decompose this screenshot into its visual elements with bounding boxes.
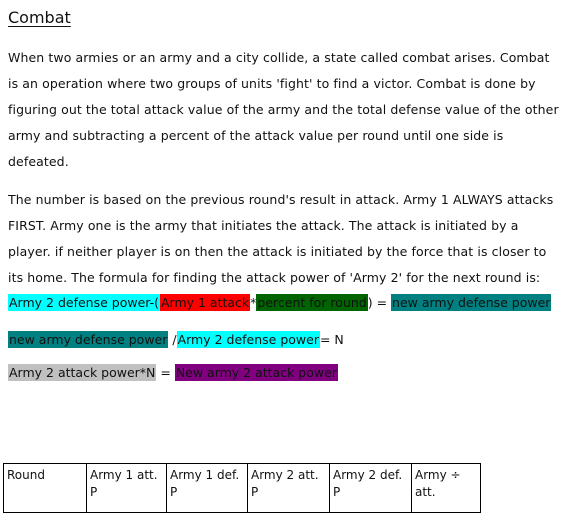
table-header-cell: Army ÷ att.: [412, 464, 481, 513]
equals-sign-2: =: [156, 365, 175, 380]
table-header-cell: Army 1 def. P: [167, 464, 248, 513]
n-result: = N: [319, 332, 344, 347]
percent-for-round-term: percent for round: [257, 295, 367, 310]
table-header-cell: Army 1 att. P: [87, 464, 167, 513]
new-attack-result: New army 2 attack power: [175, 365, 337, 380]
table-header-row: [4, 464, 481, 513]
round-table: [3, 463, 481, 513]
ratio-formula: [8, 328, 560, 351]
attack-formula: [8, 361, 560, 384]
multiply-sign: *: [250, 295, 257, 310]
army1-attack-term: Army 1 attack: [160, 295, 250, 310]
table-header-cell: Army 2 att. P: [248, 464, 330, 513]
table-header-cell: Round: [4, 464, 87, 513]
army2-attack-term: Army 2 attack power*N: [9, 365, 156, 380]
table-header-cell: Army 2 def. P: [330, 464, 412, 513]
formula-intro-paragraph: The number is based on the previous round's result in attack. Army 1 ALWAYS attacks FIRST. Army one is the army that initiates the attack. The attack is initiated by a player. if neither player is on then the attack is initiated by the force that is closer to its home. The formula for finding the attack power of 'Army 2' for the next round is:: [8, 192, 554, 285]
document-page: [8, 4, 560, 384]
new-defense-result: new army defense power: [392, 295, 551, 310]
army2-defense-divisor: Army 2 defense power: [177, 332, 319, 347]
new-defense-term: new army defense power: [9, 332, 168, 347]
equals-sign: =: [372, 295, 392, 310]
intro-paragraph: When two armies or an army and a city collide, a state called combat arises. Combat is an operation where two groups of units 'fight' to find a victor. Combat is done by figuring out the total attack value of the army and the total defense value of the other army and subtracting a percent of the attack value per round until one side is defeated.: [8, 50, 559, 169]
divide-sign: /: [168, 332, 177, 347]
page-title: Combat: [8, 8, 71, 27]
army2-defense-term: Army 2 defense power-(: [9, 295, 159, 310]
close-paren: ): [367, 295, 373, 310]
defense-formula: [8, 291, 560, 314]
